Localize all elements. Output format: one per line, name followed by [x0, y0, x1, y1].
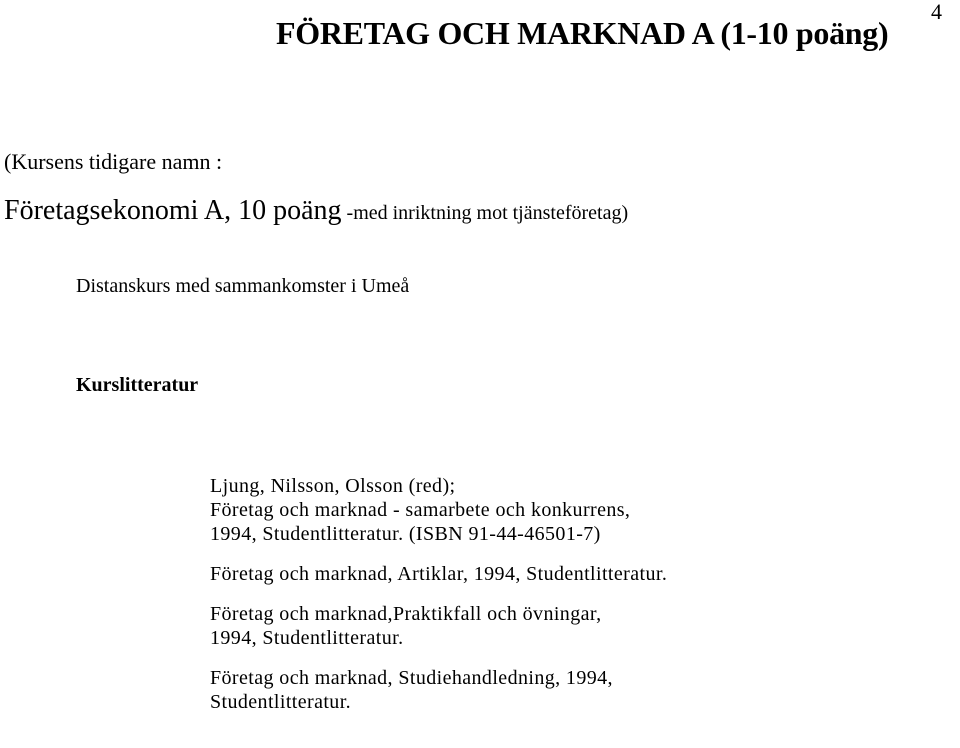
literature-line: 1994, Studentlitteratur.: [210, 627, 404, 649]
literature-line: Ljung, Nilsson, Olsson (red);: [210, 475, 456, 497]
literature-item: [210, 474, 667, 546]
literature-line: Företag och marknad, Studiehandledning, 1994,: [210, 667, 613, 689]
literature-line: Studentlitteratur.: [210, 691, 352, 713]
previous-course-name: [4, 194, 628, 230]
previous-name-text: Företagsekonomi A, 10 poäng: [4, 195, 342, 226]
literature-item: [210, 602, 667, 650]
previous-name-intro: (Kursens tidigare namn :: [4, 149, 223, 174]
previous-name-focus: -med inriktning mot tjänsteföretag): [341, 202, 629, 224]
literature-line: 1994, Studentlitteratur. (ISBN 91-44-46501-7): [210, 523, 601, 545]
course-type: Distanskurs med sammankomster i Umeå: [76, 275, 410, 297]
literature-line: Företag och marknad,Praktikfall och övningar,: [210, 603, 602, 625]
page-title: FÖRETAG OCH MARKNAD A (1-10 poäng): [276, 15, 889, 51]
literature-item: [210, 666, 667, 714]
literature-line: Företag och marknad, Artiklar, 1994, Studentlitteratur.: [210, 563, 668, 585]
page-number: 4: [931, 0, 942, 24]
literature-item: [210, 562, 667, 586]
literature-line: Företag och marknad - samarbete och konkurrens,: [210, 499, 631, 521]
literature-list: [210, 474, 667, 730]
literature-heading: Kurslitteratur: [76, 374, 199, 396]
